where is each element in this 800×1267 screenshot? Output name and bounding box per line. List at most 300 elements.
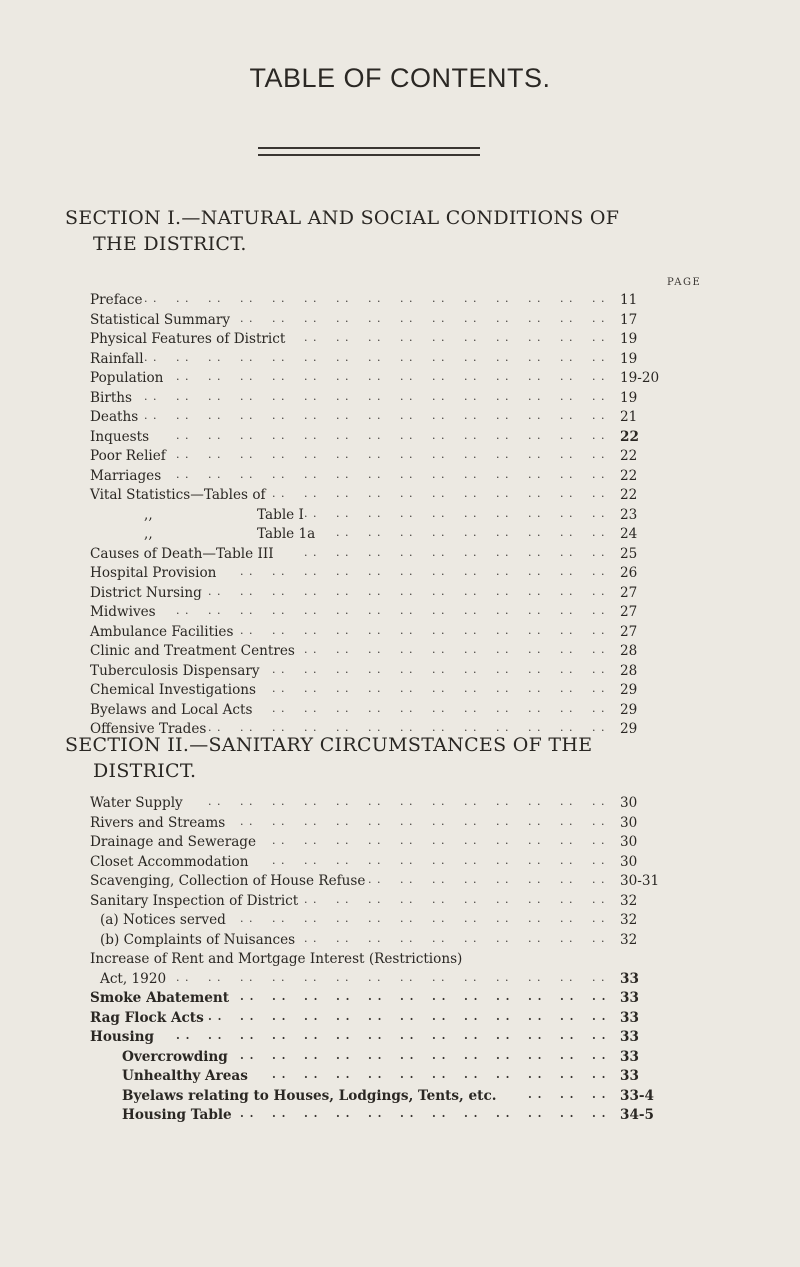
leader-dots: . . <box>400 795 414 808</box>
leader-dots: . . <box>560 565 574 578</box>
toc-entry-ditto-mark: ,, <box>144 526 153 542</box>
leader-dots: . . <box>432 834 446 847</box>
leader-dots: . . <box>592 1048 607 1062</box>
leader-dots: . . <box>336 623 350 637</box>
section-1-heading-line2: THE DISTRICT. <box>93 233 247 255</box>
leader-dots: . . <box>496 331 510 344</box>
leader-dots: . . <box>560 604 574 617</box>
leader-dots: . . <box>464 526 478 539</box>
leader-dots: . . <box>368 428 382 442</box>
leader-dots: . . <box>368 506 382 520</box>
toc-entry-page: 27 <box>620 623 638 640</box>
leader-dots: . . <box>592 604 606 617</box>
toc-entry-page: 24 <box>620 526 638 542</box>
leader-dots: . . <box>208 389 222 403</box>
leader-dots: . . <box>432 370 446 383</box>
leader-dots: . . <box>592 331 606 344</box>
leader-dots: . . <box>464 970 478 984</box>
leader-dots: . . <box>464 350 478 364</box>
leader-dots: . . <box>144 389 158 403</box>
toc-entry-label: Sanitary Inspection of District <box>90 892 299 909</box>
toc-entry-label: Births <box>90 389 133 406</box>
toc-entry-label: Table 1a <box>257 526 316 542</box>
leader-dots: . . <box>176 1029 191 1042</box>
leader-dots: . . <box>464 662 478 676</box>
leader-dots: . . <box>528 311 542 325</box>
leader-dots: . . <box>592 814 606 828</box>
leader-dots: . . <box>464 292 478 305</box>
leader-dots: . . <box>240 912 254 925</box>
leader-dots: . . <box>496 682 510 695</box>
toc-entry-page: 32 <box>620 892 638 909</box>
toc-entry-page: 27 <box>620 584 638 601</box>
leader-dots: . . <box>272 409 286 422</box>
leader-dots: . . <box>304 931 318 945</box>
leader-dots: . . <box>240 428 254 442</box>
leader-dots: . . <box>272 350 286 364</box>
leader-dots: . . <box>176 448 190 461</box>
leader-dots: . . <box>432 350 446 364</box>
leader-dots: . . <box>464 311 478 325</box>
leader-dots: . . <box>560 584 574 598</box>
leader-dots: . . <box>400 565 414 578</box>
leader-dots: . . <box>368 795 382 808</box>
leader-dots: . . <box>432 721 446 734</box>
leader-dots: . . <box>592 834 606 847</box>
section-1-heading <box>65 205 745 257</box>
toc-entry-label: Ambulance Facilities <box>90 623 234 640</box>
leader-dots: . . <box>528 970 542 984</box>
leader-dots: . . <box>272 292 286 305</box>
leader-dots: . . <box>432 565 446 578</box>
leader-dots: . . <box>496 604 510 617</box>
leader-dots: . . <box>496 565 510 578</box>
leader-dots: . . <box>528 1009 543 1023</box>
leader-dots: . . <box>592 682 606 695</box>
leader-dots: . . <box>304 662 318 676</box>
toc-entry-page: 21 <box>620 409 638 425</box>
leader-dots: . . <box>208 448 222 461</box>
leader-dots: . . <box>528 701 542 715</box>
toc-entry-label: Table I <box>257 506 304 523</box>
leader-dots: . . <box>336 584 350 598</box>
leader-dots: . . <box>272 834 286 847</box>
leader-dots: . . <box>464 701 478 715</box>
leader-dots: . . <box>592 428 606 442</box>
leader-dots: . . <box>464 1107 479 1120</box>
leader-dots: . . <box>464 795 478 808</box>
leader-dots: . . <box>560 662 574 676</box>
toc-entry-label: Causes of Death—Table III <box>90 545 274 562</box>
leader-dots: . . <box>432 931 446 945</box>
leader-dots: . . <box>496 448 510 461</box>
toc-entry-page: 19 <box>620 350 638 367</box>
leader-dots: . . <box>432 701 446 715</box>
toc-entry[interactable] <box>90 1067 720 1087</box>
leader-dots: . . <box>432 292 446 305</box>
leader-dots: . . <box>496 931 510 945</box>
leader-dots: . . <box>496 814 510 828</box>
leader-dots: . . <box>432 1048 447 1062</box>
leader-dots: . . <box>240 292 254 305</box>
leader-dots: . . <box>400 428 414 442</box>
leader-dots: . . <box>432 682 446 695</box>
leader-dots: . . <box>304 814 318 828</box>
toc-entry-label: Population <box>90 370 164 386</box>
leader-dots: . . <box>592 912 606 925</box>
leader-dots: . . <box>368 584 382 598</box>
leader-dots: . . <box>496 721 510 734</box>
leader-dots: . . <box>560 506 574 520</box>
leader-dots: . . <box>368 1068 383 1081</box>
leader-dots: . . <box>400 311 414 325</box>
leader-dots: . . <box>240 623 254 637</box>
leader-dots: . . <box>240 1029 255 1042</box>
leader-dots: . . <box>336 1029 351 1042</box>
leader-dots: . . <box>240 448 254 461</box>
leader-dots: . . <box>304 565 318 578</box>
toc-entry-page: 33 <box>620 1009 639 1026</box>
toc-entry-page: 34-5 <box>620 1107 655 1123</box>
toc-entry[interactable] <box>90 1106 720 1126</box>
leader-dots: . . <box>496 701 510 715</box>
leader-dots: . . <box>336 834 350 847</box>
leader-dots: . . <box>272 584 286 598</box>
leader-dots: . . <box>272 623 286 637</box>
leader-dots: . . <box>560 1107 575 1120</box>
leader-dots: . . <box>592 545 606 559</box>
toc-entry-label: Rainfall <box>90 350 144 367</box>
leader-dots: . . <box>400 1009 415 1023</box>
leader-dots: . . <box>336 604 350 617</box>
leader-dots: . . <box>304 795 318 808</box>
leader-dots: . . <box>144 292 158 305</box>
leader-dots: . . <box>176 370 190 383</box>
leader-dots: . . <box>464 1029 479 1042</box>
leader-dots: . . <box>528 584 542 598</box>
section-2-entries <box>90 794 720 1126</box>
leader-dots: . . <box>432 428 446 442</box>
leader-dots: . . <box>528 912 542 925</box>
leader-dots: . . <box>336 292 350 305</box>
leader-dots: . . <box>368 331 382 344</box>
toc-entry-page: 25 <box>620 545 638 562</box>
leader-dots: . . <box>368 565 382 578</box>
leader-dots: . . <box>464 428 478 442</box>
leader-dots: . . <box>240 565 254 578</box>
leader-dots: . . <box>432 892 446 906</box>
leader-dots: . . <box>272 853 286 867</box>
leader-dots: . . <box>528 1048 543 1062</box>
leader-dots: . . <box>400 834 414 847</box>
leader-dots: . . <box>592 409 606 422</box>
leader-dots: . . <box>464 604 478 617</box>
leader-dots: . . <box>432 506 446 520</box>
leader-dots: . . <box>400 389 414 403</box>
leader-dots: . . <box>208 370 222 383</box>
toc-entry-label: Byelaws relating to Houses, Lodgings, Tents, etc. <box>122 1087 497 1104</box>
toc-entry-page: 30 <box>620 853 638 870</box>
leader-dots: . . <box>240 1009 255 1023</box>
leader-dots: . . <box>400 853 414 867</box>
leader-dots: . . <box>528 1107 543 1120</box>
leader-dots: . . <box>528 565 542 578</box>
leader-dots: . . <box>560 701 574 715</box>
toc-entry-page: 33 <box>620 1048 639 1065</box>
leader-dots: . . <box>560 331 574 344</box>
leader-dots: . . <box>432 545 446 559</box>
toc-entry-page: 19-20 <box>620 370 660 386</box>
leader-dots: . . <box>240 370 254 383</box>
leader-dots: . . <box>592 1068 607 1081</box>
leader-dots: . . <box>496 389 510 403</box>
leader-dots: . . <box>368 721 382 734</box>
leader-dots: . . <box>496 506 510 520</box>
toc-entry-label: Marriages <box>90 467 162 484</box>
toc-entry-label: Physical Features of District <box>90 331 286 347</box>
section-1-entries <box>90 291 720 740</box>
leader-dots: . . <box>560 643 574 656</box>
leader-dots: . . <box>400 970 414 984</box>
leader-dots: . . <box>304 1048 319 1062</box>
leader-dots: . . <box>240 814 254 828</box>
leader-dots: . . <box>272 814 286 828</box>
leader-dots: . . <box>304 623 318 637</box>
toc-entry-page: 22 <box>620 448 638 464</box>
leader-dots: . . <box>496 409 510 422</box>
leader-dots: . . <box>528 428 542 442</box>
leader-dots: . . <box>528 643 542 656</box>
leader-dots: . . <box>496 643 510 656</box>
toc-entry-page: 32 <box>620 931 638 948</box>
leader-dots: . . <box>400 1029 415 1042</box>
leader-dots: . . <box>592 292 606 305</box>
leader-dots: . . <box>208 795 222 808</box>
leader-dots: . . <box>496 873 510 886</box>
toc-entry-label: Inquests <box>90 428 150 445</box>
leader-dots: . . <box>528 990 543 1003</box>
leader-dots: . . <box>176 292 190 305</box>
leader-dots: . . <box>368 931 382 945</box>
leader-dots: . . <box>208 409 222 422</box>
leader-dots: . . <box>560 350 574 364</box>
leader-dots: . . <box>496 545 510 559</box>
leader-dots: . . <box>592 487 606 500</box>
leader-dots: . . <box>304 467 318 481</box>
leader-dots: . . <box>336 701 350 715</box>
leader-dots: . . <box>144 409 158 422</box>
leader-dots: . . <box>272 487 286 500</box>
leader-dots: . . <box>400 409 414 422</box>
leader-dots: . . <box>272 1009 287 1023</box>
leader-dots: . . <box>368 1009 383 1023</box>
leader-dots: . . <box>304 643 318 656</box>
leader-dots: . . <box>368 389 382 403</box>
leader-dots: . . <box>368 873 382 886</box>
leader-dots: . . <box>272 1107 287 1120</box>
leader-dots: . . <box>368 526 382 539</box>
leader-dots: . . <box>272 795 286 808</box>
leader-dots: . . <box>560 467 574 481</box>
leader-dots: . . <box>592 931 606 945</box>
toc-entry-page: 22 <box>620 428 639 445</box>
toc-entry-page: 28 <box>620 643 638 659</box>
leader-dots: . . <box>560 292 574 305</box>
toc-entry-page: 22 <box>620 467 638 484</box>
leader-dots: . . <box>560 990 575 1003</box>
leader-dots: . . <box>400 990 415 1003</box>
leader-dots: . . <box>272 682 286 695</box>
leader-dots: . . <box>336 428 350 442</box>
leader-dots: . . <box>368 350 382 364</box>
leader-dots: . . <box>432 1029 447 1042</box>
leader-dots: . . <box>592 448 606 461</box>
leader-dots: . . <box>432 795 446 808</box>
leader-dots: . . <box>304 506 318 520</box>
leader-dots: . . <box>464 990 479 1003</box>
leader-dots: . . <box>336 545 350 559</box>
leader-dots: . . <box>496 912 510 925</box>
leader-dots: . . <box>400 873 414 886</box>
page-title: TABLE OF CONTENTS. <box>249 63 551 93</box>
leader-dots: . . <box>336 448 350 461</box>
leader-dots: . . <box>528 892 542 906</box>
leader-dots: . . <box>336 990 351 1003</box>
leader-dots: . . <box>368 912 382 925</box>
leader-dots: . . <box>304 292 318 305</box>
toc-entry-page: 29 <box>620 721 638 737</box>
leader-dots: . . <box>176 409 190 422</box>
leader-dots: . . <box>304 1107 319 1120</box>
leader-dots: . . <box>528 506 542 520</box>
leader-dots: . . <box>336 814 350 828</box>
leader-dots: . . <box>528 545 542 559</box>
leader-dots: . . <box>496 623 510 637</box>
leader-dots: . . <box>432 814 446 828</box>
leader-dots: . . <box>560 853 574 867</box>
leader-dots: . . <box>432 643 446 656</box>
leader-dots: . . <box>176 970 190 984</box>
toc-entry-page: 33 <box>620 1068 639 1084</box>
toc-entry-page: 33-4 <box>620 1087 655 1104</box>
leader-dots: . . <box>592 721 606 734</box>
leader-dots: . . <box>208 1009 223 1023</box>
leader-dots: . . <box>304 701 318 715</box>
leader-dots: . . <box>176 428 190 442</box>
leader-dots: . . <box>240 584 254 598</box>
leader-dots: . . <box>496 370 510 383</box>
leader-dots: . . <box>496 526 510 539</box>
leader-dots: . . <box>464 331 478 344</box>
leader-dots: . . <box>592 467 606 481</box>
leader-dots: . . <box>304 428 318 442</box>
leader-dots: . . <box>464 389 478 403</box>
leader-dots: . . <box>208 1029 223 1042</box>
leader-dots: . . <box>528 331 542 344</box>
leader-dots: . . <box>336 970 350 984</box>
leader-dots: . . <box>592 892 606 906</box>
leader-dots: . . <box>208 350 222 364</box>
leader-dots: . . <box>304 892 318 906</box>
toc-entry-page: 32 <box>620 912 638 928</box>
toc-entry-page: 29 <box>620 701 638 718</box>
leader-dots: . . <box>560 814 574 828</box>
leader-dots: . . <box>464 448 478 461</box>
leader-dots: . . <box>432 389 446 403</box>
leader-dots: . . <box>464 814 478 828</box>
toc-entry-page: 23 <box>620 506 638 523</box>
leader-dots: . . <box>336 350 350 364</box>
toc-entry-page: 30 <box>620 834 638 850</box>
leader-dots: . . <box>272 311 286 325</box>
toc-entry-label: Rag Flock Acts <box>90 1009 204 1026</box>
leader-dots: . . <box>400 487 414 500</box>
leader-dots: . . <box>336 389 350 403</box>
leader-dots: . . <box>560 526 574 539</box>
leader-dots: . . <box>208 721 222 734</box>
leader-dots: . . <box>272 970 286 984</box>
leader-dots: . . <box>528 389 542 403</box>
leader-dots: . . <box>560 545 574 559</box>
leader-dots: . . <box>528 834 542 847</box>
title-rule-upper <box>258 147 480 149</box>
toc-entry-label: Vital Statistics—Tables of <box>90 487 266 503</box>
leader-dots: . . <box>400 584 414 598</box>
leader-dots: . . <box>592 1009 607 1023</box>
leader-dots: . . <box>368 990 383 1003</box>
leader-dots: . . <box>400 931 414 945</box>
leader-dots: . . <box>560 795 574 808</box>
leader-dots: . . <box>240 1048 255 1062</box>
leader-dots: . . <box>432 853 446 867</box>
leader-dots: . . <box>336 565 350 578</box>
toc-entry[interactable] <box>90 931 720 951</box>
leader-dots: . . <box>304 970 318 984</box>
leader-dots: . . <box>336 1068 351 1081</box>
leader-dots: . . <box>240 970 254 984</box>
leader-dots: . . <box>400 1048 415 1062</box>
leader-dots: . . <box>368 834 382 847</box>
leader-dots: . . <box>528 526 542 539</box>
leader-dots: . . <box>336 795 350 808</box>
leader-dots: . . <box>336 892 350 906</box>
leader-dots: . . <box>304 389 318 403</box>
leader-dots: . . <box>336 506 350 520</box>
toc-entry-page: 33 <box>620 990 639 1006</box>
leader-dots: . . <box>560 873 574 886</box>
leader-dots: . . <box>272 604 286 617</box>
leader-dots: . . <box>464 834 478 847</box>
leader-dots: . . <box>528 853 542 867</box>
leader-dots: . . <box>496 467 510 481</box>
leader-dots: . . <box>464 931 478 945</box>
toc-entry-label: Chemical Investigations <box>90 682 256 698</box>
leader-dots: . . <box>368 853 382 867</box>
leader-dots: . . <box>464 873 478 886</box>
leader-dots: . . <box>496 990 511 1003</box>
leader-dots: . . <box>432 584 446 598</box>
leader-dots: . . <box>592 389 606 403</box>
leader-dots: . . <box>496 1009 511 1023</box>
leader-dots: . . <box>432 487 446 500</box>
leader-dots: . . <box>560 623 574 637</box>
leader-dots: . . <box>336 721 350 734</box>
leader-dots: . . <box>528 448 542 461</box>
leader-dots: . . <box>464 467 478 481</box>
leader-dots: . . <box>432 409 446 422</box>
leader-dots: . . <box>272 389 286 403</box>
toc-entry-label: Drainage and Sewerage <box>90 834 257 850</box>
